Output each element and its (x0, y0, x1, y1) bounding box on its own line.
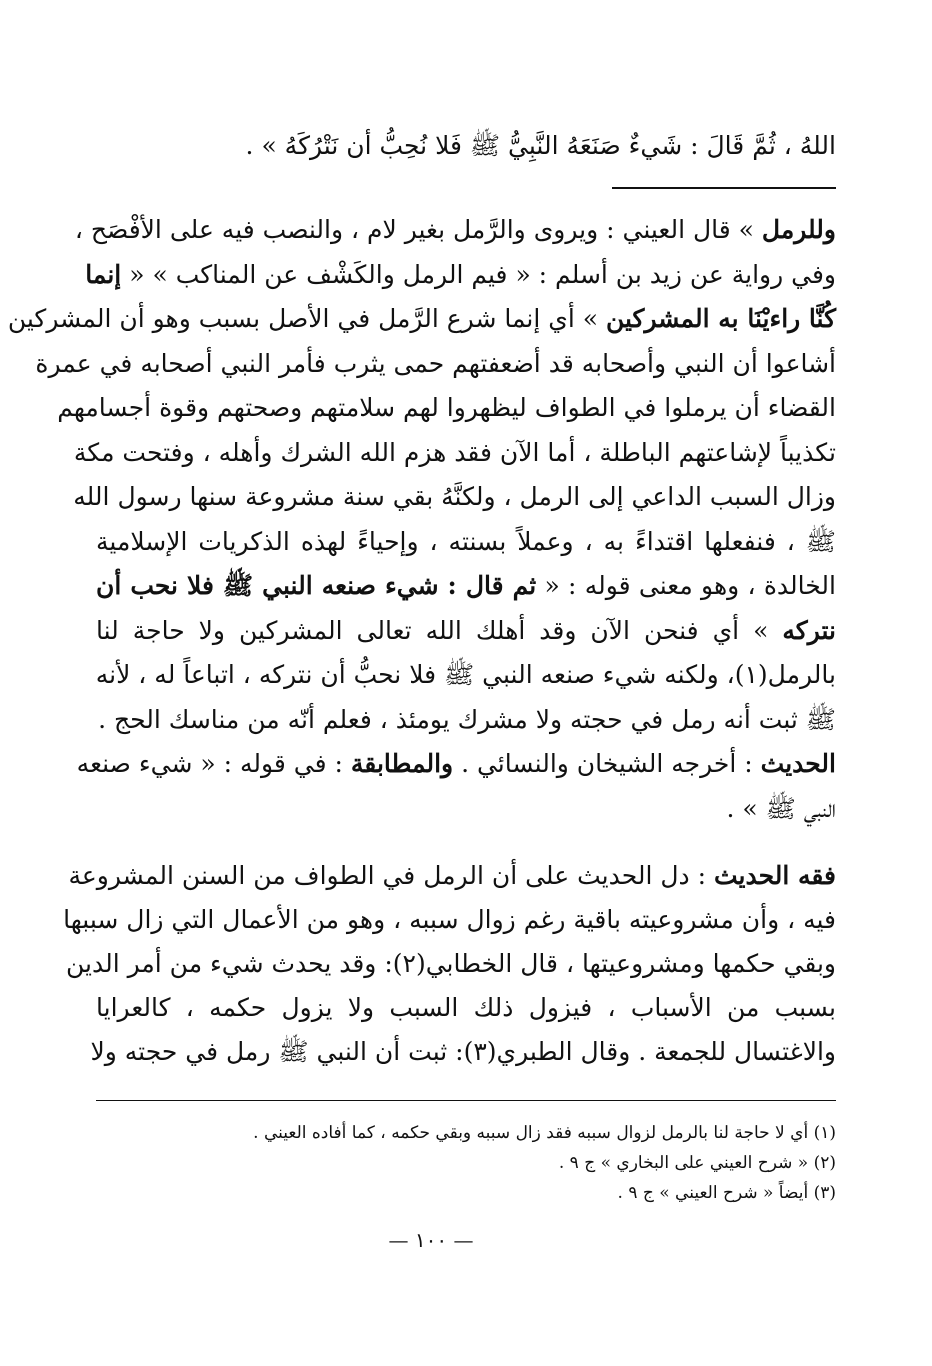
text-line (96, 613, 836, 649)
text-run: ﷺ ثبت أنه رمل في حجته ولا مشرك يومئذ ، فعلم أنّه من مناسك الحج . (98, 704, 836, 734)
text-line (74, 212, 836, 248)
footnote-1: (١) أي لا حاجة لنا بالرمل لزوال سببه فقد زال سببه وبقي حكمه ، كما أفاده العيني . (253, 1123, 836, 1143)
bold-term: والمطابقة (350, 749, 454, 778)
text-run: القضاء أن يرملوا في الطواف ليظهروا لهم سلامتهم وصحتهم وقوة أجسامهم (57, 393, 836, 422)
text-line (96, 702, 836, 738)
text-line (96, 990, 836, 1026)
footnote-separator-rule (96, 1100, 836, 1101)
text-line (73, 435, 836, 471)
text-run: النبي ﷺ » . (726, 793, 836, 823)
bold-term: ثم قال : شيء صنعه النبي ﷺ فلا نحب أن (96, 571, 537, 600)
text-line (57, 390, 836, 426)
text-run: فيه ، وأن مشروعيته باقية رغم زوال سببه ، وهو من الأعمال التي زال سببها (63, 905, 836, 934)
text-run: الخالدة ، وهو معنى قوله : « (536, 571, 836, 600)
text-run: تكذيباً لإشاعتهم الباطلة ، أما الآن فقد هزم الله الشرك وأهله ، وفتحت مكة (73, 437, 836, 467)
page-number: — ١٠٠ — (388, 1228, 474, 1252)
text-line (63, 902, 836, 938)
hadith-closing-line: اللهُ ، ثُمَّ قَالَ : شَيءٌ صَنَعَهُ النَّبِيُّ ﷺ فَلا نُحِبُّ أن نَتْرُكَهُ » . (245, 131, 836, 160)
bold-term: نتركه (782, 615, 836, 645)
text-run: : أخرجه الشيخان والنسائي . (453, 749, 761, 778)
text-run: : دل الحديث على أن الرمل في الطواف من السنن المشروعة (68, 861, 714, 890)
text-line (73, 479, 836, 515)
bold-term: فقه الحديث (713, 861, 836, 890)
text-line (96, 657, 836, 693)
text-run: وبقي حكمها ومشروعيتها ، قال الخطابي(٢): وقد يحدث شيء من أمر الدين (65, 949, 836, 978)
text-run: ﷺ ، فنفعلها اقتداءً به ، وعملاً بسنته ، وإحياءً لهذه الذكريات الإسلامية (96, 526, 836, 556)
text-run: وفي رواية عن زيد بن أسلم : « فيم الرمل والكَشْف عن المناكب » « (121, 259, 836, 289)
text-run: » أي إنما شرع الرَّمل في الأصل بسبب وهو أن المشركين (7, 304, 606, 333)
footnote-3: (٣) أيضاً « شرح العيني » ج ٩ . (617, 1183, 836, 1203)
text-run: » أي فنحن الآن وقد أهلك الله تعالى المشركين ولا حاجة لنا (96, 615, 783, 645)
hadith-separator-rule (612, 187, 836, 189)
text-run: وزال السبب الداعي إلى الرمل ، ولكنَّهُ بقي سنة مشروعة سنها رسول الله (73, 482, 836, 511)
footnote-2: (٢) « شرح العيني على البخاري » ج ٩ . (558, 1153, 836, 1173)
bold-term: الحديث (760, 749, 836, 778)
text-run: بالرمل(١)، ولكنه شيء صنعه النبي ﷺ فلا نحبُّ أن نتركه ، اتباعاً له ، لأنه (95, 660, 836, 689)
text-line (96, 568, 836, 604)
text-line (68, 858, 836, 894)
text-run: : في قوله : « شيء صنعه (76, 749, 351, 778)
bold-term: وللرمل (761, 215, 836, 244)
text-line (85, 257, 836, 293)
text-run: والاغتسال للجمعة . وقال الطبري(٣): ثبت أن النبي ﷺ رمل في حجته ولا (90, 1037, 836, 1066)
bold-term: إنما (85, 259, 122, 289)
text-line (7, 301, 836, 337)
text-run: أشاعوا أن النبي وأصحابه قد أضعفتهم حمى يثرب فأمر النبي أصحابه في عمرة (35, 348, 836, 378)
text-line (96, 524, 836, 560)
text-run: بسبب من الأسباب ، فيزول ذلك السبب ولا يزول حكمه ، كالعرايا (96, 993, 836, 1022)
text-line (90, 1034, 836, 1070)
text-line (65, 946, 836, 982)
text-line (35, 346, 836, 382)
text-line (76, 746, 836, 782)
text-run: » قال العيني : ويروى والرَّمل بغير لام ، والنصب فيه على الأفْصَح ، (74, 215, 762, 244)
text-line (96, 791, 836, 827)
bold-term: كُنَّا راءيْنَا به المشركين (605, 304, 836, 333)
